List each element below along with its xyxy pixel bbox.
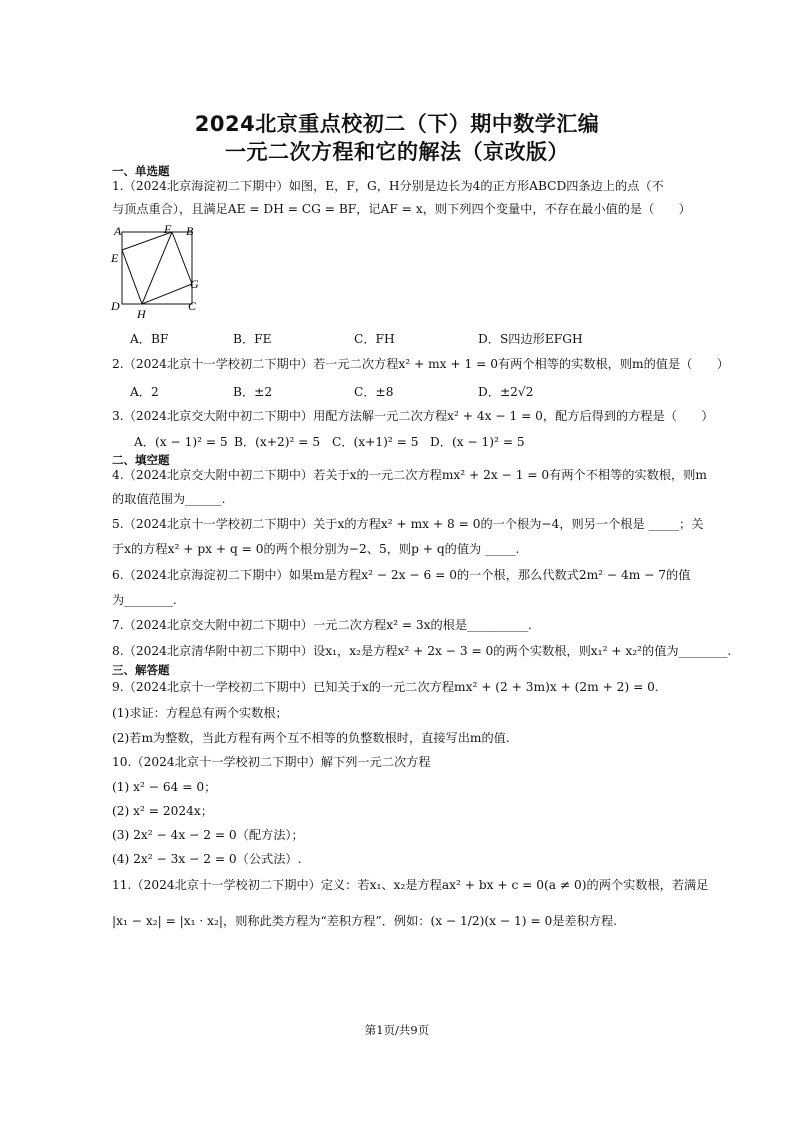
- label-g: G: [190, 277, 199, 291]
- label-c: C: [188, 299, 197, 313]
- q7-line1: 7.（2024北京交大附中初二下期中）一元二次方程x² = 3x的根是__________.: [112, 618, 532, 632]
- q2-option-b: B．±2: [233, 385, 273, 399]
- q4-line2: 的取值范围为______.: [112, 492, 226, 506]
- label-h: H: [137, 307, 146, 321]
- q1-line2: 与顶点重合），且满足AE = DH = CG = BF，记AF = x，则下列四个变量中，不存在最小值的是（ ）: [112, 202, 691, 216]
- q10-line1: 10.（2024北京十一学校初二下期中）解下列一元二次方程: [112, 755, 431, 769]
- section-heading-single-choice: 一、单选题: [112, 164, 170, 178]
- label-e: E: [111, 251, 119, 265]
- q6-line2: 为________.: [112, 593, 177, 607]
- q2-line1: 2.（2024北京十一学校初二下期中）若一元二次方程x² + mx + 1 = 0有两个相等的实数根，则m的值是（ ）: [112, 357, 729, 371]
- q5-line2: 于x的方程x² + px + q = 0的两个根分别为−2、5，则p + q的值为 _____.: [112, 542, 520, 556]
- q11-line1: 11.（2024北京十一学校初二下期中）定义：若x₁、x₂是方程ax² + bx + c = 0(a ≠ 0)的两个实数根，若满足: [112, 878, 709, 892]
- q6-line1: 6.（2024北京海淀初二下期中）如果m是方程x² − 2x − 6 = 0的一个根，那么代数式2m² − 4m − 7的值: [112, 568, 691, 582]
- q2-option-a: A．2: [130, 385, 159, 399]
- q9-part2: (2)若m为整数，当此方程有两个互不相等的负整数根时，直接写出m的值.: [112, 731, 510, 745]
- q3-option-b: B．(x+2)² = 5: [234, 435, 321, 449]
- q3-option-d: D．(x − 1)² = 5: [430, 435, 525, 449]
- q3-line1: 3.（2024北京交大附中初二下期中）用配方法解一元二次方程x² + 4x − 1 = 0，配方后得到的方程是（ ）: [112, 409, 714, 423]
- q10-part3: (3) 2x² − 4x − 2 = 0（配方法）；: [112, 828, 304, 842]
- q1-option-d: D．S四边形EFGH: [478, 332, 583, 346]
- q1-option-b: B．FE: [233, 332, 272, 346]
- q1-option-c: C．FH: [354, 332, 395, 346]
- label-f: F: [164, 222, 172, 236]
- square-figure: [108, 222, 218, 322]
- q1-line1: 1.（2024北京海淀初二下期中）如图，E，F，G，H分别是边长为4的正方形ABCD四条边上的点（不: [112, 179, 664, 193]
- q2-option-c: C．±8: [354, 385, 394, 399]
- title-line-2: 一元二次方程和它的解法（京改版）: [225, 140, 569, 164]
- q10-part1: (1) x² − 64 = 0；: [112, 780, 217, 794]
- segment-fh: [142, 232, 172, 304]
- q3-option-c: C．(x+1)² = 5: [332, 435, 419, 449]
- label-b: B: [186, 224, 194, 238]
- q4-line1: 4.（2024北京交大附中初二下期中）若关于x的一元二次方程mx² + 2x − 1 = 0有两个不相等的实数根，则m: [112, 468, 707, 482]
- section-heading-answer: 三、解答题: [112, 663, 170, 677]
- label-d: D: [111, 299, 120, 313]
- section-heading-fill-blank: 二、填空题: [112, 453, 170, 467]
- page-footer: 第1页/共9页: [364, 1023, 430, 1037]
- q2-option-d: D．±2√2: [478, 385, 534, 399]
- q9-part1: (1)求证：方程总有两个实数根；: [112, 706, 288, 720]
- q8-line1: 8.（2024北京清华附中初二下期中）设x₁，x₂是方程x² + 2x − 3 = 0的两个实数根，则x₁² + x₂²的值为________.: [112, 644, 732, 658]
- q11-line2: |x₁ − x₂| = |x₁ · x₂|，则称此类方程为“差积方程”．例如：(x − 1/2)(x − 1) = 0是差积方程.: [112, 914, 618, 928]
- q10-part4: (4) 2x² − 3x − 2 = 0（公式法）.: [112, 852, 302, 866]
- q1-option-a: A．BF: [130, 332, 169, 346]
- q3-option-a: A．(x − 1)² = 5: [134, 435, 228, 449]
- q5-line1: 5.（2024北京十一学校初二下期中）关于x的方程x² + mx + 8 = 0的一个根为−4，则另一个根是 _____；关: [112, 517, 704, 531]
- title-line-1: 2024北京重点校初二（下）期中数学汇编: [194, 112, 600, 136]
- label-a: A: [114, 224, 122, 238]
- q9-line1: 9.（2024北京十一学校初二下期中）已知关于x的一元二次方程mx² + (2 + 3m)x + (2m + 2) = 0.: [112, 680, 659, 694]
- q10-part2: (2) x² = 2024x；: [112, 804, 213, 818]
